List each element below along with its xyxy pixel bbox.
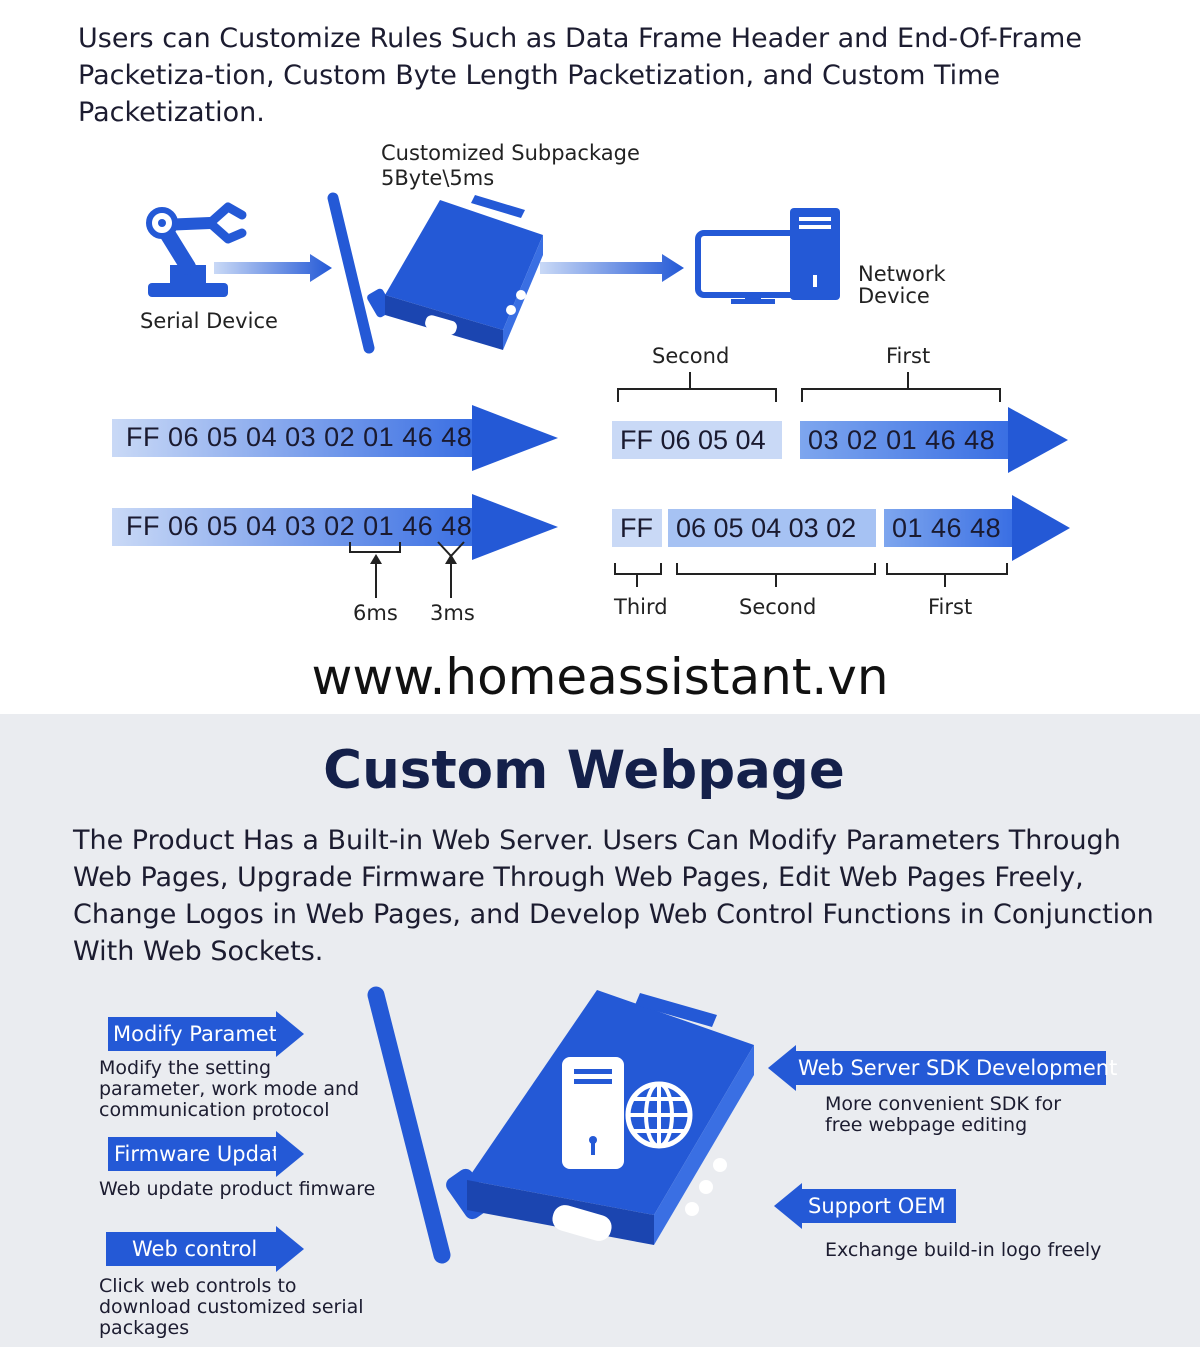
- feature-web-server-sdk-desc: More convenient SDK for free webpage editing: [825, 1093, 1062, 1136]
- row2-label-first: First: [928, 595, 973, 619]
- section-paragraph: The Product Has a Built-in Web Server. Users Can Modify Parameters Through Web Pages, Upgrade Firmware Through Web Pages, Edit Web Pages Freely, Change Logos in Web Pages, and Develop Web Control Functions in Conjunction With Web Sockets.: [73, 825, 1154, 967]
- feature-firmware-update-label: Firmware Update: [108, 1137, 276, 1171]
- gap-6ms-label: 6ms: [353, 601, 398, 625]
- row1-input-bytes: FF 06 05 04 03 02 01 46 48: [126, 422, 473, 452]
- row2-segment-third: FF: [612, 509, 662, 547]
- feature-firmware-update-tag: [108, 1137, 304, 1171]
- network-device-label-line1: Network: [858, 262, 946, 286]
- feature-modify-parameter-tag: [108, 1017, 304, 1051]
- feature-web-control-label: Web control: [106, 1232, 276, 1266]
- feature-support-oem-label: Support OEM: [802, 1189, 956, 1223]
- serial-device-label: Serial Device: [140, 309, 278, 333]
- row2-bracket-first: [886, 563, 1008, 575]
- row2-label-third: Third: [614, 595, 668, 619]
- feature-modify-parameter-desc: Modify the setting parameter, work mode and communication protocol: [99, 1057, 360, 1121]
- row1-segment-second: FF 06 05 04: [612, 421, 782, 459]
- row2-label-second: Second: [739, 595, 817, 619]
- row1-label-first: First: [886, 344, 931, 368]
- feature-support-oem-tag: [774, 1189, 956, 1223]
- row2-bracket-second-tick: [775, 573, 777, 587]
- subpackage-label-line2: 5Byte\5ms: [381, 166, 495, 190]
- feature-modify-parameter-label: Modify Parameter: [108, 1017, 276, 1051]
- robot-arm-icon: [140, 195, 260, 305]
- serial-to-device-arrow: [214, 254, 334, 282]
- gap-markers: [340, 540, 480, 602]
- feature-firmware-update-desc: Web update product fimware: [99, 1178, 376, 1200]
- row1-segment-first: 03 02 01 46 48: [808, 425, 996, 455]
- watermark-text: www.homeassistant.vn: [311, 648, 889, 706]
- row1-bracket-first-tick: [907, 372, 909, 388]
- subpackage-label-line1: Customized Subpackage: [381, 141, 640, 165]
- row1-bracket-second: [617, 388, 777, 402]
- intro-text: Users can Customize Rules Such as Data Frame Header and End-Of-Frame Packetiza-tion, Custom Byte Length Packetization, and Custom Time Packetization.: [78, 23, 1082, 128]
- row1-bracket-first: [801, 388, 1001, 402]
- feature-web-control-tag: [106, 1232, 304, 1266]
- section-title: Custom Webpage: [323, 740, 845, 801]
- row2-input-bytes: FF 06 05 04 03 02 01 46 48: [126, 511, 473, 541]
- feature-web-server-sdk-tag: [768, 1051, 1118, 1085]
- feature-web-control-desc: Click web controls to download customized serial packages: [99, 1275, 364, 1339]
- row1-label-second: Second: [652, 344, 730, 368]
- web-server-device-icon: [362, 985, 762, 1275]
- row2-bracket-third-tick: [636, 573, 638, 587]
- network-device-label-line2: Device: [858, 284, 930, 308]
- row2-segment-second: 06 05 04 03 02: [668, 509, 876, 547]
- network-computer-icon: [695, 205, 845, 305]
- gap-3ms-label: 3ms: [430, 601, 475, 625]
- row2-bracket-first-tick: [944, 573, 946, 587]
- feature-support-oem-desc: Exchange build-in logo freely: [825, 1239, 1102, 1261]
- device-to-network-arrow: [540, 254, 686, 282]
- serial-server-device-icon: [325, 190, 550, 360]
- row1-bracket-second-tick: [689, 372, 691, 388]
- row2-bracket-third: [614, 563, 662, 575]
- feature-web-server-sdk-label: Web Server SDK Development: [796, 1051, 1106, 1085]
- row2-segment-first: 01 46 48: [892, 513, 1002, 543]
